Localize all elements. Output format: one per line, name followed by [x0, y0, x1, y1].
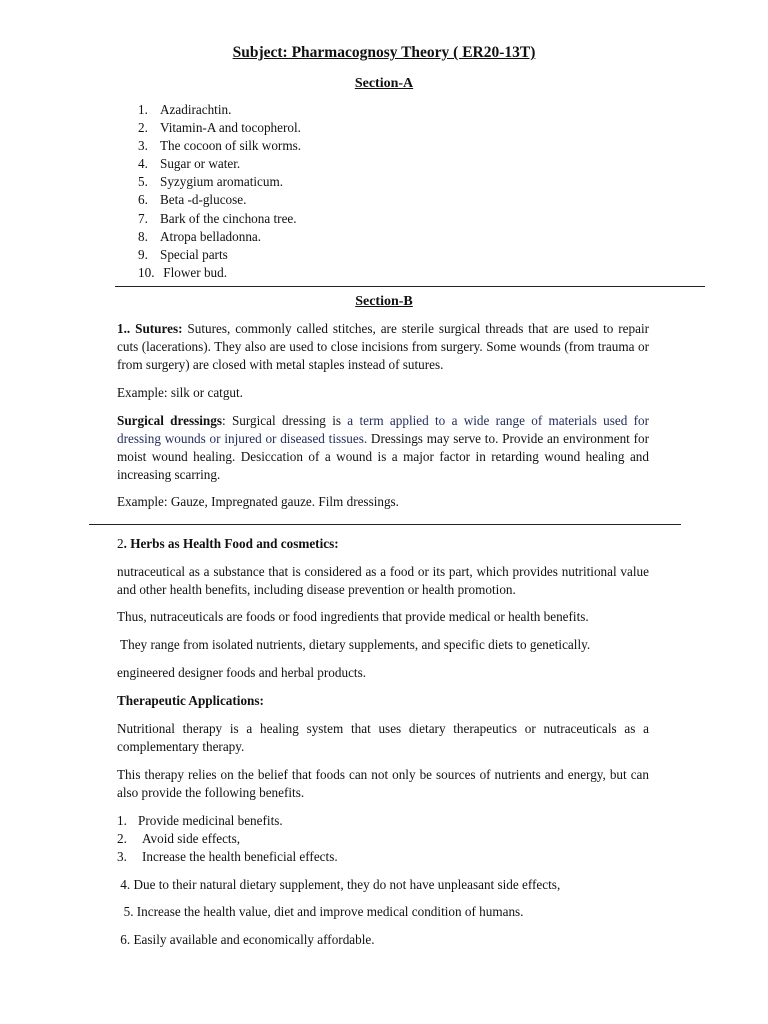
list-item: 2. Avoid side effects,	[117, 831, 241, 847]
benefits-list	[117, 812, 338, 867]
list-item: 3. The cocoon of silk worms.	[138, 138, 302, 154]
nutraceutical-definition: Thus, nutraceuticals are foods or food ingredients that provide medical or health benefits.	[117, 609, 589, 624]
list-item: 4. Sugar or water.	[138, 156, 241, 172]
benefit-item-6: 6. Easily available and economically affordable.	[117, 932, 375, 947]
section-a-heading: Section-A	[354, 76, 414, 91]
sutures-label: 1.. Sutures:	[117, 321, 183, 336]
benefit-item-4: 4. Due to their natural dietary supplement, they do not have unpleasant side effects,	[117, 877, 561, 892]
divider	[89, 524, 681, 525]
nutritional-therapy-paragraph: Nutritional therapy is a healing system that uses dietary therapeutics or nutraceuticals as a complementary therapy.	[117, 721, 649, 754]
dressings-example: Example: Gauze, Impregnated gauze. Film dressings.	[117, 494, 399, 509]
list-item: 6. Beta -d-glucose.	[138, 192, 247, 208]
benefit-item-5: 5. Increase the health value, diet and improve medical condition of humans.	[117, 904, 524, 919]
section-b-heading: Section-B	[355, 294, 413, 309]
list-item: 7. Bark of the cinchona tree.	[138, 210, 297, 226]
list-item: 10. Flower bud.	[138, 264, 228, 280]
list-item: 8. Atropa belladonna.	[138, 228, 262, 244]
list-item: 3. Increase the health beneficial effects.	[117, 849, 338, 865]
dressings-label: Surgical dressings	[117, 413, 222, 428]
list-item: 5. Syzygium aromaticum.	[138, 174, 284, 190]
nutraceutical-range: They range from isolated nutrients, dietary supplements, and specific diets to genetically.	[117, 637, 591, 652]
section-2-heading: 2. Herbs as Health Food and cosmetics:	[117, 536, 339, 551]
therapeutic-heading: Therapeutic Applications:	[117, 693, 264, 708]
therapy-belief-paragraph: This therapy relies on the belief that foods can not only be sources of nutrients and energy, but can also provide the following benefits.	[117, 767, 649, 800]
list-item: 1. Azadirachtin.	[138, 102, 232, 117]
sutures-example: Example: silk or catgut.	[117, 385, 243, 400]
nutraceutical-products: engineered designer foods and herbal products.	[117, 665, 367, 680]
page-title: Subject: Pharmacognosy Theory ( ER20-13T)	[232, 44, 536, 61]
dressings-paragraph: Surgical dressings: Surgical dressing is a term applied to a wide range of materials used for dressing wounds or injured or diseased tissues. Dressings may serve to. Provide an environment for moist wound healing. Desiccation of a wound is a major factor in retarding wound healing and increasing scarring.	[117, 413, 649, 482]
sutures-paragraph: 1.. Sutures: Sutures, commonly called stitches, are sterile surgical threads that are used to repair cuts (lacerations). They also are used to close incisions from surgery. Some wounds (from trauma or from surgery) are closed with metal staples instead of sutures.	[117, 321, 650, 372]
nutraceutical-paragraph: nutraceutical as a substance that is considered as a food or its part, which provides nutritional value and other health benefits, including disease prevention or health promotion.	[117, 564, 649, 597]
list-item: 9. Special parts	[138, 246, 228, 262]
list-item: 1. Provide medicinal benefits.	[117, 813, 283, 828]
section-a-list	[138, 101, 301, 282]
divider	[115, 286, 705, 287]
list-item: 2. Vitamin-A and tocopherol.	[138, 120, 301, 136]
